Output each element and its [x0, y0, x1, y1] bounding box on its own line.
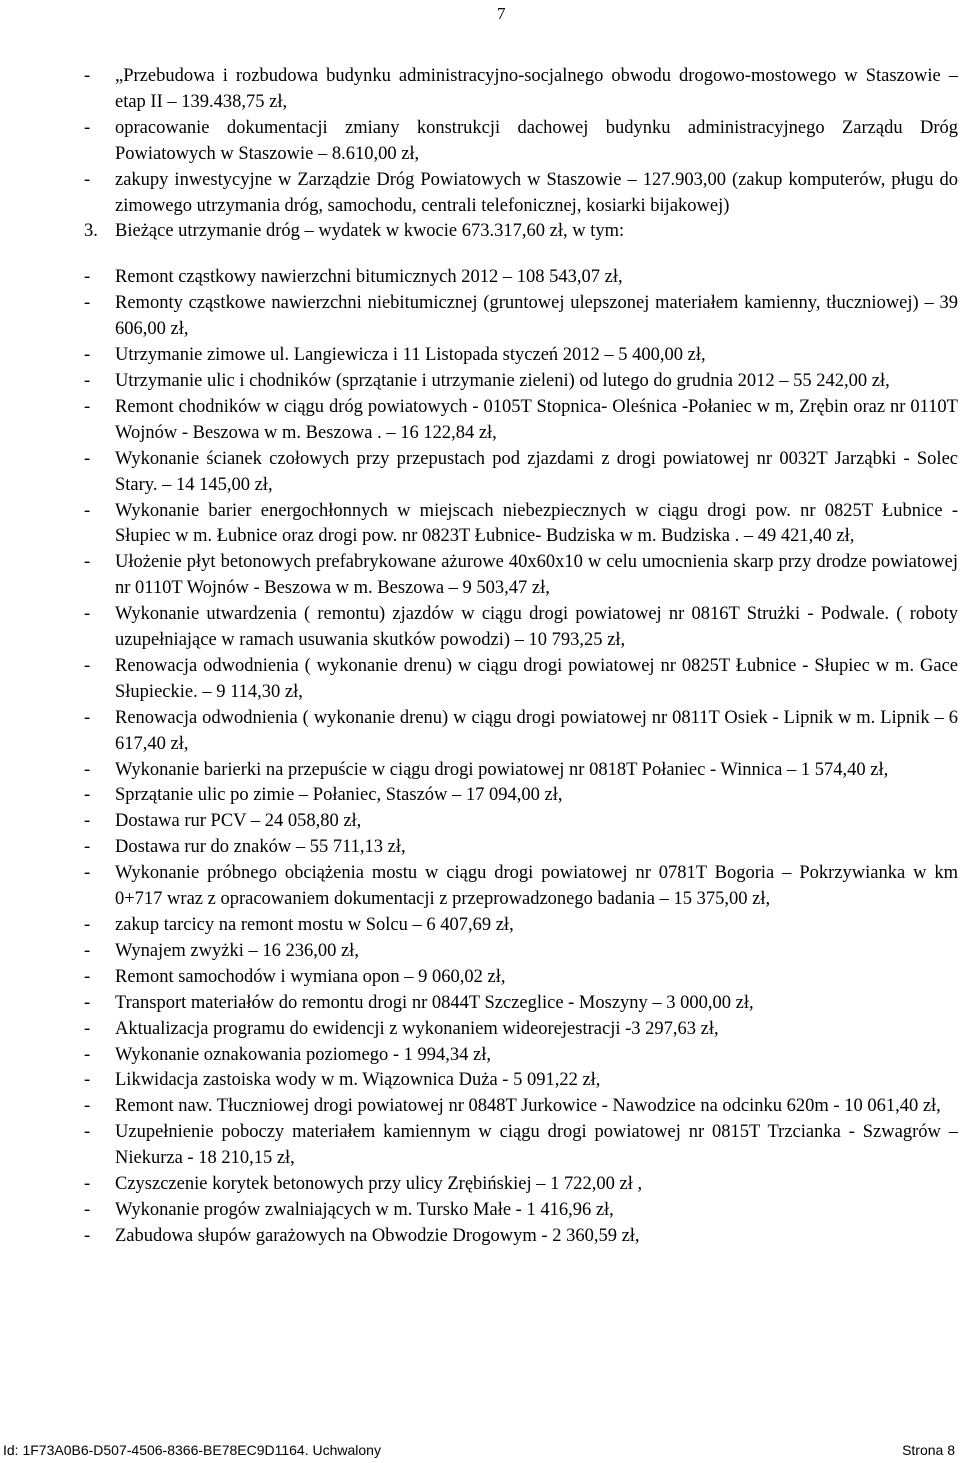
bullet-dash: -: [84, 345, 91, 366]
bullet-dash: -: [84, 552, 91, 573]
expense-item: [84, 1120, 958, 1172]
expense-item-text: zakup tarcicy na remont mostu w Solcu – 6 407,69 zł,: [115, 915, 514, 935]
bullet-dash: -: [84, 448, 91, 469]
expense-item-text: Wykonanie barierki na przepuście w ciągu drogi powiatowej nr 0818T Połaniec - Winnica – 1 574,40 zł,: [115, 759, 889, 780]
bullet-dash: -: [84, 267, 91, 288]
bullet-dash: -: [84, 604, 91, 625]
expense-item-text: Remont cząstkowy nawierzchni bitumicznych 2012 – 108 543,07 zł,: [115, 267, 623, 288]
expense-item-text: Wynajem zwyżki – 16 236,00 zł,: [115, 940, 359, 961]
bullet-dash: -: [84, 992, 91, 1013]
bullet-dash: -: [84, 293, 91, 314]
footer-page-label: Strona 8: [902, 1442, 955, 1458]
expense-item-text: Renowacja odwodnienia ( wykonanie drenu) w ciągu drogi powiatowej nr 0811T Osiek - Lipnik w m. Lipnik – 6 617,40 zł,: [115, 707, 958, 754]
section-title: Bieżące utrzymanie dróg – wydatek w kwocie 673.317,60 zł, w tym:: [115, 221, 625, 242]
bullet-dash: -: [84, 370, 91, 391]
expense-item: [84, 1172, 958, 1198]
expense-item-text: Dostawa rur do znaków – 55 711,13 zł,: [115, 837, 406, 858]
intro-item: [84, 116, 958, 168]
bullet-dash: -: [84, 759, 91, 780]
expense-item: [84, 602, 958, 654]
expense-item: [84, 1068, 958, 1094]
expense-item: [84, 991, 958, 1017]
expense-item: [84, 783, 958, 809]
bullet-dash: -: [84, 837, 91, 858]
expense-item-text: Utrzymanie ulic i chodników (sprzątanie i utrzymanie zieleni) od lutego do grudnia 2012 – 55 242,00 zł,: [115, 370, 890, 391]
intro-item-text: opracowanie dokumentacji zmiany konstrukcji dachowej budynku administracyjnego Zarządu Dróg Powiatowych w Staszowie – 8.610,00 zł,: [115, 117, 958, 164]
expense-item-text: Likwidacja zastoiska wody w m. Wiązownica Duża - 5 091,22 zł,: [115, 1070, 601, 1091]
bullet-dash: -: [84, 1044, 91, 1065]
bullet-dash: -: [84, 500, 91, 521]
section-heading: [84, 219, 958, 245]
expense-item-text: Wykonanie ścianek czołowych przy przepustach pod zjazdami z drogi powiatowej nr 0032T Jarząbki - Solec Stary. – 14 145,00 zł,: [115, 448, 958, 495]
expense-item: [84, 809, 958, 835]
expense-item-text: Czyszczenie korytek betonowych przy ulicy Zrębińskiej – 1 722,00 zł ,: [115, 1174, 643, 1195]
expense-item-text: Uzupełnienie poboczy materiałem kamiennym w ciągu drogi powiatowej nr 0815T Trzcianka - Szwagrów – Niekurza - 18 210,15 zł,: [115, 1122, 958, 1169]
bullet-dash: -: [84, 1018, 91, 1039]
expense-item: [84, 913, 958, 939]
expense-item-text: Wykonanie utwardzenia ( remontu) zjazdów w ciągu drogi powiatowej nr 0816T Strużki - Podwale. ( roboty uzupełniające w ramach usuwania skutków powodzi) – 10 793,25 zł,: [115, 604, 958, 651]
footer-document-id: Id: 1F73A0B6-D507-4506-8366-BE78EC9D1164. Uchwalony: [3, 1442, 381, 1458]
expense-item-text: Aktualizacja programu do ewidencji z wykonaniem wideorejestracji -3 297,63 zł,: [115, 1018, 719, 1039]
bullet-dash: -: [84, 655, 91, 676]
expense-item: [84, 369, 958, 395]
footer: [3, 1442, 955, 1458]
expense-item: [84, 447, 958, 499]
expense-item: [84, 939, 958, 965]
bullet-dash: -: [84, 966, 91, 987]
bullet-dash: -: [84, 66, 91, 86]
intro-item-text: „Przebudowa i rozbudowa budynku administracyjno-socjalnego obwodu drogowo-mostowego w Staszowie – etap II – 139.438,75 zł,: [115, 66, 958, 112]
expense-item-text: Wykonanie próbnego obciążenia mostu w ciągu drogi powiatowej nr 0781T Bogoria – Pokrzywianka w km 0+717 wraz z opracowaniem dokumentacji z przeprowadzonego badania – 15 375,00 zł,: [115, 863, 958, 910]
bullet-dash: -: [84, 1199, 91, 1220]
expense-item: [84, 1043, 958, 1069]
expense-item-text: Remonty cząstkowe nawierzchni niebitumicznej (gruntowej ulepszonej materiałem kamienny, tłuczniowej) – 39 606,00 zł,: [115, 293, 958, 340]
bullet-dash: -: [84, 1225, 91, 1246]
expense-item: [84, 395, 958, 447]
expense-item: [84, 706, 958, 758]
bullet-dash: -: [84, 915, 91, 935]
expense-item-text: Transport materiałów do remontu drogi nr 0844T Szczeglice - Moszyny – 3 000,00 zł,: [115, 992, 754, 1013]
expense-item-text: Wykonanie progów zwalniających w m. Tursko Małe - 1 416,96 zł,: [115, 1199, 614, 1220]
expense-item-text: Sprzątanie ulic po zimie – Połaniec, Staszów – 17 094,00 zł,: [115, 785, 563, 806]
expense-item: [84, 265, 958, 291]
expense-item: [84, 861, 958, 913]
section-number: 3.: [84, 221, 98, 242]
expense-item: [84, 1094, 958, 1120]
intro-item: [84, 64, 958, 116]
bullet-dash: -: [84, 785, 91, 806]
bullet-dash: -: [84, 1070, 91, 1091]
bullet-dash: -: [84, 863, 91, 884]
bullet-dash: -: [84, 169, 91, 190]
expense-item-text: Ułożenie płyt betonowych prefabrykowane ażurowe 40x60x10 w celu umocnienia skarp przy drodze powiatowej nr 0110T Wojnów - Beszowa w m. Beszowa – 9 503,47 zł,: [115, 552, 958, 599]
expense-item: [84, 758, 958, 784]
expense-item: [84, 499, 958, 551]
expense-item-text: Remont chodników w ciągu dróg powiatowych - 0105T Stopnica- Oleśnica -Połaniec w m, Zrębin oraz nr 0110T Wojnów - Beszowa w m. Beszowa . – 16 122,84 zł,: [115, 396, 958, 443]
intro-list: [84, 64, 958, 219]
section-spacer: [84, 245, 958, 265]
expense-item-text: Renowacja odwodnienia ( wykonanie drenu) w ciągu drogi powiatowej nr 0825T Łubnice - Słupiec w m. Gace Słupieckie. – 9 114,30 zł,: [115, 655, 958, 702]
expense-item: [84, 550, 958, 602]
bullet-dash: -: [84, 811, 91, 832]
expense-item: [84, 654, 958, 706]
expense-item-text: Remont samochodów i wymiana opon – 9 060,02 zł,: [115, 966, 506, 987]
expense-list: [84, 265, 958, 1249]
bullet-dash: -: [84, 396, 91, 417]
bullet-dash: -: [84, 117, 91, 138]
document-body: [84, 64, 958, 1250]
expense-item-text: Wykonanie barier energochłonnych w miejscach niebezpiecznych w ciągu drogi pow. nr 0825T Łubnice - Słupiec w m. Łubnice oraz drogi pow. nr 0823T Łubnice- Budziska w m. Budziska . – 49 421,40 zł,: [115, 500, 958, 547]
bullet-dash: -: [84, 940, 91, 961]
expense-item: [84, 343, 958, 369]
intro-item-text: zakupy inwestycyjne w Zarządzie Dróg Powiatowych w Staszowie – 127.903,00 (zakup komputerów, pługu do zimowego utrzymania dróg, samochodu, centrali telefonicznej, kosiarki bijakowej): [115, 169, 958, 216]
page-number: 7: [497, 4, 506, 23]
bullet-dash: -: [84, 707, 91, 728]
expense-item-text: Wykonanie oznakowania poziomego - 1 994,34 zł,: [115, 1044, 491, 1065]
expense-item-text: Zabudowa słupów garażowych na Obwodzie Drogowym - 2 360,59 zł,: [115, 1225, 640, 1246]
expense-item: [84, 1224, 958, 1250]
bullet-dash: -: [84, 1096, 91, 1117]
bullet-dash: -: [84, 1174, 91, 1195]
expense-item: [84, 835, 958, 861]
expense-item: [84, 291, 958, 343]
expense-item: [84, 965, 958, 991]
expense-item-text: Utrzymanie zimowe ul. Langiewicza i 11 Listopada styczeń 2012 – 5 400,00 zł,: [115, 345, 706, 366]
expense-item-text: Dostawa rur PCV – 24 058,80 zł,: [115, 811, 362, 832]
expense-item: [84, 1017, 958, 1043]
bullet-dash: -: [84, 1122, 91, 1143]
intro-item: [84, 168, 958, 220]
expense-item-text: Remont naw. Tłuczniowej drogi powiatowej nr 0848T Jurkowice - Nawodzice na odcinku 620m - 10 061,40 zł,: [115, 1096, 941, 1117]
expense-item: [84, 1198, 958, 1224]
